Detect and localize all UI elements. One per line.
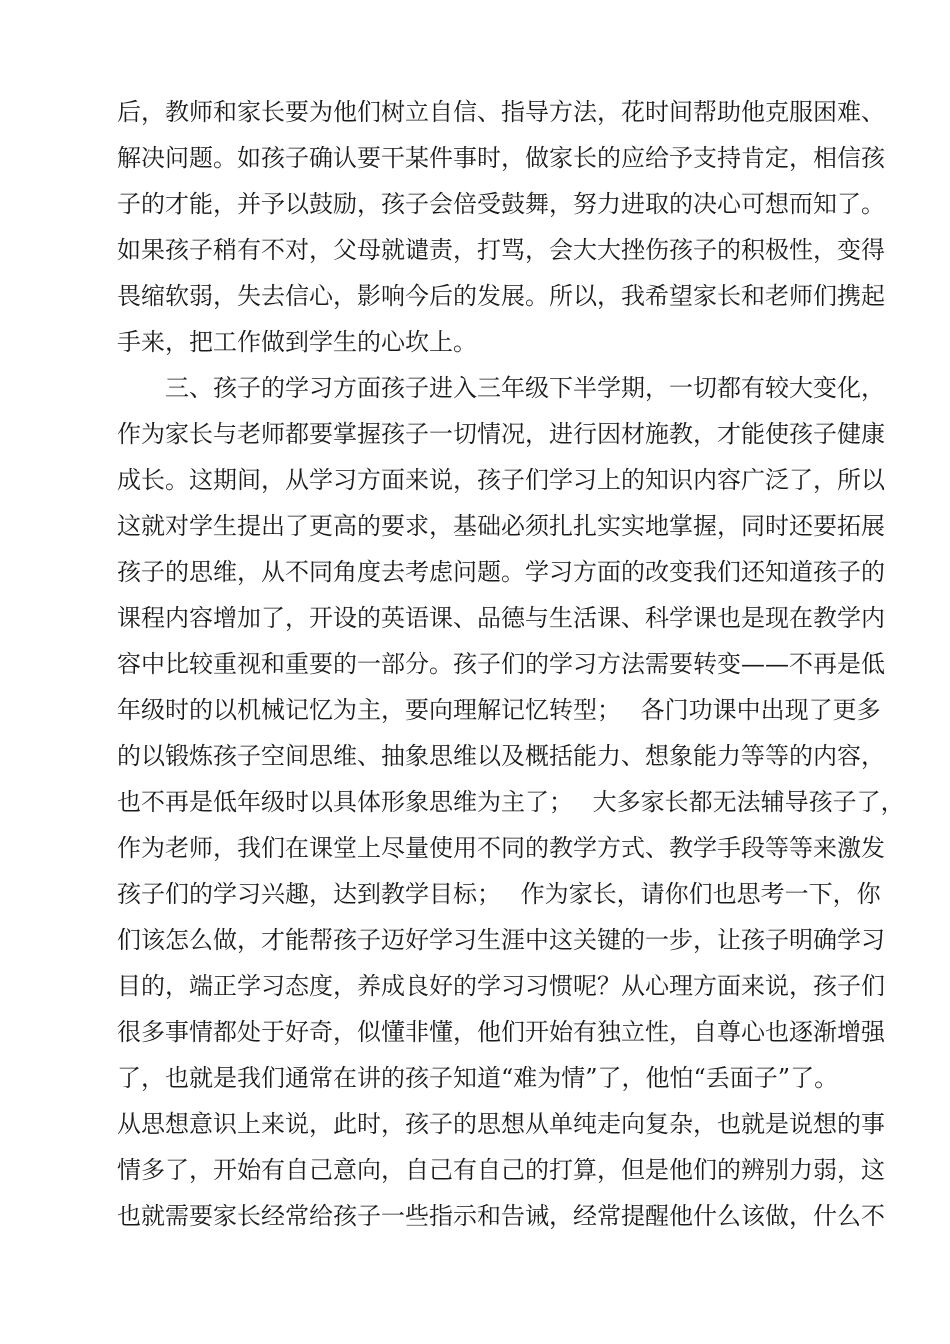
text-line: 后，教师和家长要为他们树立自信、指导方法，花时间帮助他克服困难、 — [117, 98, 885, 126]
text-line: 子的才能，并予以鼓励，孩子会倍受鼓舞，努力进取的决心可想而知了。 — [117, 190, 885, 218]
text-line: 也不再是低年级时以具体形象思维为主了； 大多家长都无法辅导孩子了， — [117, 788, 905, 816]
text-line: 们该怎么做，才能帮孩子迈好学习生涯中这关键的一步，让孩子明确学习 — [117, 926, 885, 954]
text-line: 解决问题。如孩子确认要干某件事时，做家长的应给予支持肯定，相信孩 — [117, 144, 885, 172]
text-line: 目的，端正学习态度，养成良好的学习习惯呢？从心理方面来说，孩子们 — [117, 972, 885, 1000]
text-line: 孩子的思维，从不同角度去考虑问题。学习方面的改变我们还知道孩子的 — [117, 558, 885, 586]
text-line: 畏缩软弱，失去信心，影响今后的发展。所以，我希望家长和老师们携起 — [117, 282, 885, 310]
text-line: 如果孩子稍有不对，父母就谴责，打骂，会大大挫伤孩子的积极性，变得 — [117, 236, 885, 264]
text-line: 作为家长与老师都要掌握孩子一切情况，进行因材施教，才能使孩子健康 — [117, 420, 885, 448]
text-line: 年级时的以机械记忆为主，要向理解记忆转型； 各门功课中出现了更多 — [117, 696, 881, 724]
text-line: 了，也就是我们通常在讲的孩子知道“难为情”了，他怕“丢面子”了。 — [117, 1064, 839, 1092]
text-line: 很多事情都处于好奇，似懂非懂，他们开始有独立性，自尊心也逐渐增强 — [117, 1018, 885, 1046]
text-line: 从思想意识上来说，此时，孩子的思想从单纯走向复杂，也就是说想的事 — [117, 1110, 885, 1138]
text-line: 这就对学生提出了更高的要求，基础必须扎扎实实地掌握，同时还要拓展 — [117, 512, 885, 540]
text-line: 三、孩子的学习方面孩子进入三年级下半学期，一切都有较大变化， — [117, 374, 885, 402]
text-line: 手来，把工作做到学生的心坎上。 — [117, 328, 477, 356]
text-line: 也就需要家长经常给孩子一些指示和告诫，经常提醒他什么该做，什么不 — [117, 1202, 885, 1230]
text-line: 情多了，开始有自己意向，自己有自己的打算，但是他们的辨别力弱，这 — [117, 1156, 885, 1184]
text-line: 孩子们的学习兴趣，达到教学目标； 作为家长，请你们也思考一下，你 — [117, 880, 881, 908]
text-line: 作为老师，我们在课堂上尽量使用不同的教学方式、教学手段等等来激发 — [117, 834, 885, 862]
text-line: 课程内容增加了，开设的英语课、品德与生活课、科学课也是现在教学内 — [117, 604, 885, 632]
text-line: 成长。这期间，从学习方面来说，孩子们学习上的知识内容广泛了，所以 — [117, 466, 885, 494]
text-line: 的以锻炼孩子空间思维、抽象思维以及概括能力、想象能力等等的内容， — [117, 742, 885, 770]
text-line: 容中比较重视和重要的一部分。孩子们的学习方法需要转变——不再是低 — [117, 650, 885, 678]
